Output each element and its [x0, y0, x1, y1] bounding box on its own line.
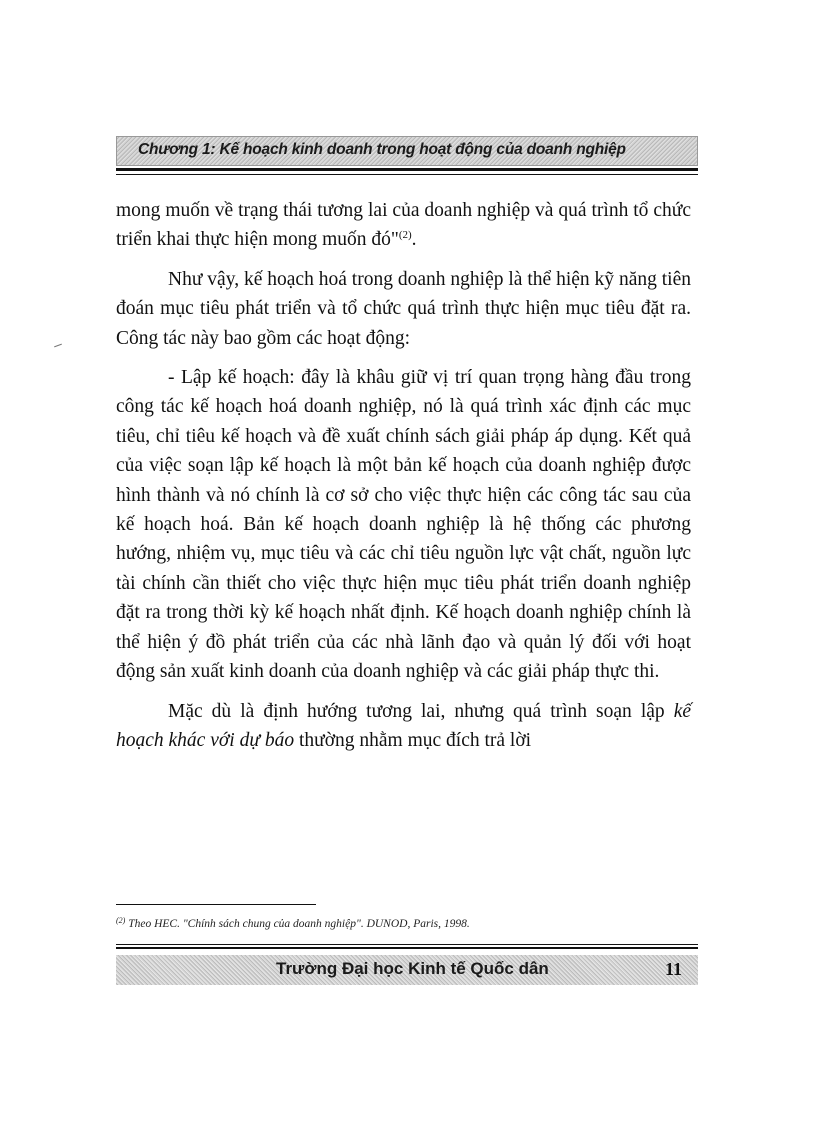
scan-artifact — [54, 344, 62, 348]
paragraph-4: Mặc dù là định hướng tương lai, nhưng quá trình soạn lập kế hoạch khác với dự báo thường nhằm mục đích trả lời — [116, 700, 691, 751]
paragraph-3: - Lập kế hoạch: đây là khâu giữ vị trí quan trọng hàng đầu trong công tác kế hoạch hoá doanh nghiệp, nó là quá trình xác định các mục tiêu, chỉ tiêu kế hoạch và đề xuất chính sách giải pháp áp dụng. Kết quả của việc soạn lập kế hoạch là một bản kế hoạch của doanh nghiệp được hình thành và nó chính là cơ sở cho việc thực hiện các công tác sau của kế hoạch hoá. Bản kế hoạch doanh nghiệp là hệ thống các phương hướng, nhiệm vụ, mục tiêu và các chỉ tiêu nguồn lực vật chất, nguồn lực tài chính cần thiết cho việc thực hiện mục tiêu phát triển doanh nghiệp đặt ra trong thời kỳ kế hoạch nhất định. Kế hoạch doanh nghiệp chính là thể hiện ý đồ phát triển của các nhà lãnh đạo và quản lý đối với hoạt động sản xuất kinh doanh của doanh nghiệp và các giải pháp thực thi. — [116, 367, 691, 683]
chapter-title: Chương 1: Kế hoạch kinh doanh trong hoạt động của doanh nghiệp — [138, 141, 626, 158]
footnote-marker: (2) — [116, 916, 126, 925]
paragraph-2: Như vậy, kế hoạch hoá trong doanh nghiệp là thể hiện kỹ năng tiên đoán mục tiêu phát triển và tổ chức quá trình thực hiện mục tiêu đặt ra. Công tác này bao gồm các hoạt động: — [116, 268, 691, 349]
footer-institution: Trường Đại học Kinh tế Quốc dân — [276, 959, 549, 978]
footnote-text: Theo HEC. "Chính sách chung của doanh nghiệp". DUNOD, Paris, 1998. — [128, 918, 470, 930]
footer-rule-thin — [116, 944, 698, 945]
footnote — [116, 918, 470, 930]
paragraph-1: mong muốn về trạng thái tương lai của doanh nghiệp và quá trình tổ chức triển khai thực hiện mong muốn đó"$^{(2)}$. — [116, 200, 691, 251]
header-rule-thin — [116, 174, 698, 175]
header-rule-thick — [116, 168, 698, 171]
footer-rule-thick — [116, 947, 698, 949]
page-number: 11 — [665, 959, 683, 979]
italic-phrase: kế hoạch khác với dự báo — [116, 700, 691, 751]
body-text — [116, 196, 691, 765]
footnote-ref: (2) — [398, 229, 412, 242]
footnote-rule — [116, 904, 316, 905]
